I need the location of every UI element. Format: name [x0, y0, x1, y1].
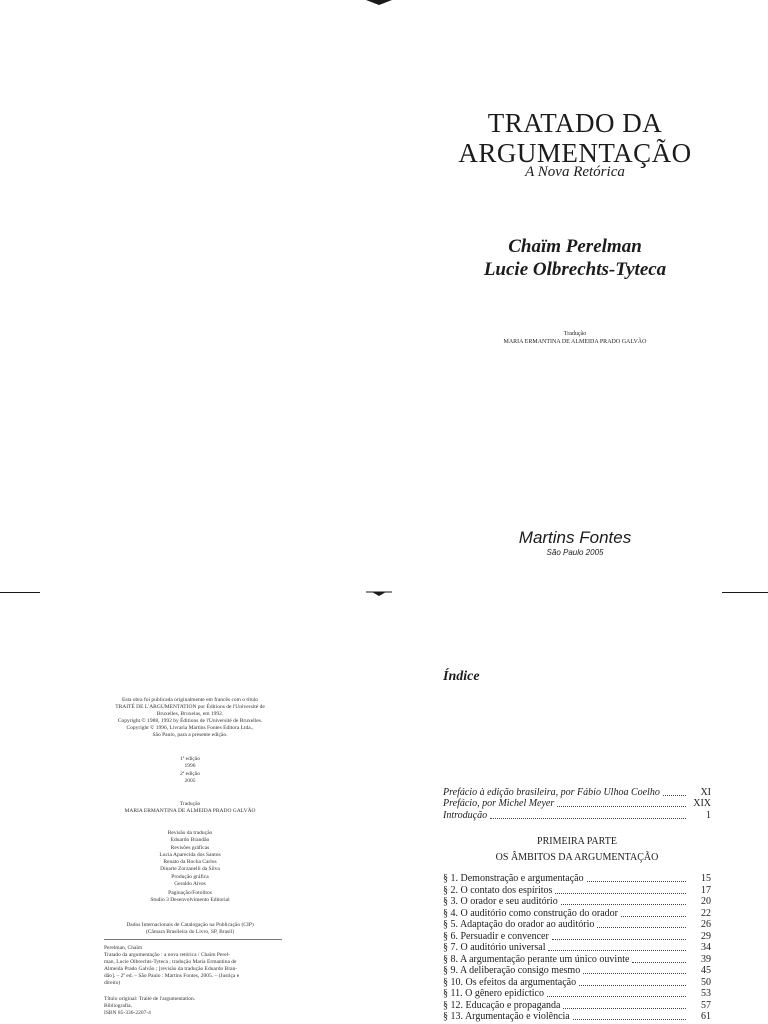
graphic-review-name: Renato da Rocha Carlos	[163, 859, 217, 865]
author-1: Chaïm Perelman	[508, 236, 642, 257]
edition-1-label: 1ª edição	[180, 756, 200, 762]
toc-entry-page: 20	[701, 896, 711, 907]
review-name: Eduardo Brandão	[170, 837, 210, 843]
toc-entry-page: 1	[706, 810, 711, 821]
toc-leader	[552, 931, 686, 940]
cip-line: Almeida Prado Galvão ; [revisão da tradução Eduardo Bran-	[104, 966, 238, 972]
toc-entry-page: 53	[701, 988, 711, 999]
toc-entry[interactable]	[443, 873, 711, 885]
publisher-name: Martins Fontes	[518, 528, 632, 547]
toc-entry-page: 17	[701, 885, 711, 896]
toc-leader	[573, 1011, 686, 1020]
toc-entry-page: 15	[701, 873, 711, 884]
binding-mark-middle	[366, 590, 392, 597]
cip-line: Perelman, Chaïm	[104, 945, 143, 951]
production-name: Geraldo Alves	[174, 881, 206, 887]
toc-leader	[579, 977, 686, 986]
pagination-label: Paginação/Fotolitos	[168, 890, 212, 896]
toc-leader	[490, 810, 686, 819]
colophon-line: TRAITÉ DE L'ARGUMENTATION por Éditions de l'Université de	[115, 704, 265, 710]
toc-leader	[548, 942, 686, 951]
toc-entry-page: XIX	[693, 798, 711, 809]
toc-leader	[587, 873, 686, 882]
graphic-review-label: Revisões gráficas	[170, 845, 210, 851]
toc-entry-label: § 9. A deliberação consigo mesmo	[443, 965, 581, 976]
review-label: Revisão da tradução	[167, 830, 213, 836]
toc-entry-label: § 7. O auditório universal	[443, 942, 546, 953]
toc-entry[interactable]	[443, 965, 711, 977]
toc-entry-page: 45	[701, 965, 711, 976]
cip-line: ISBN 85-336-2207-4	[104, 1010, 151, 1016]
toc-leader	[561, 896, 686, 905]
toc-entry[interactable]	[443, 1011, 711, 1023]
colophon-translation-label: Tradução	[179, 801, 201, 807]
colophon-line: Esta obra foi publicada originalmente em francês com o título	[121, 697, 259, 703]
cip-title: Dados Internacionais de Catalogação na Publicação (CIP)	[126, 922, 254, 928]
cip-line: dão]. – 2ª ed. – São Paulo : Martins Fontes, 2005. – (Justiça e	[104, 973, 240, 979]
colophon-line: Copyright © 1988, 1992 by Éditions de l'Université de Bruxelles.	[117, 718, 263, 724]
toc-entry-page: 22	[701, 908, 711, 919]
toc-entry-label: Prefácio à edição brasileira, por Fábio Ulhoa Coelho	[443, 787, 660, 798]
cip-subtitle: (Câmara Brasileira do Livro, SP, Brasil)	[145, 929, 235, 935]
toc-leader	[557, 798, 686, 807]
cip-rule	[104, 939, 282, 940]
author-2: Lucie Olbrechts-Tyteca	[483, 259, 667, 280]
colophon-line: São Paulo, para a presente edição.	[152, 732, 228, 738]
toc-entry-label: § 2. O contato dos espíritos	[443, 885, 553, 896]
graphic-review-name: Dinarte Zorzanelli da Silva	[160, 866, 220, 872]
cip-line: man, Lucie Olbrechts-Tyteca ; tradução Maria Ermantina de	[104, 959, 237, 965]
edition-2-year: 2005	[184, 778, 196, 784]
page-divider-right	[722, 592, 768, 593]
colophon-translator: MARIA ERMANTINA DE ALMEIDA PRADO GALVÃO	[124, 808, 256, 814]
toc-leader	[547, 988, 686, 997]
toc-entry[interactable]	[443, 919, 711, 931]
book-subtitle: A Nova Retórica	[525, 164, 625, 180]
part-title: OS ÂMBITOS DA ARGUMENTAÇÃO	[495, 852, 659, 863]
toc-entry-label: § 6. Persuadir e convencer	[443, 931, 549, 942]
toc-entry-page: 26	[701, 919, 711, 930]
edition-1-year: 1996	[184, 763, 196, 769]
part-label: PRIMEIRA PARTE	[537, 836, 617, 847]
toc-entry-label: § 12. Educação e propaganda	[443, 1000, 561, 1011]
toc-entry-label: § 10. Os efeitos da argumentação	[443, 977, 577, 988]
translator-name: MARIA ERMANTINA DE ALMEIDA PRADO GALVÃO	[503, 339, 647, 345]
toc-entry-label: § 3. O orador e seu auditório	[443, 896, 558, 907]
index-heading: Índice	[443, 669, 480, 684]
toc-leader	[583, 965, 686, 974]
toc-entry[interactable]	[443, 798, 711, 810]
toc-entry-page: 39	[701, 954, 711, 965]
pagination-name: Studio 3 Desenvolvimento Editorial	[150, 897, 230, 903]
toc-entry[interactable]	[443, 896, 711, 908]
toc-entry-page: 61	[701, 1011, 711, 1022]
publisher-place-year: São Paulo 2005	[546, 548, 604, 557]
toc-entry-page: 57	[701, 1000, 711, 1011]
graphic-review-name: Lucia Aparecida dos Santos	[159, 852, 221, 858]
toc-entry[interactable]	[443, 942, 711, 954]
binding-mark-top	[366, 0, 392, 6]
toc-entry-label: § 1. Demonstração e argumentação	[443, 873, 584, 884]
toc-entry-label: § 8. A argumentação perante um único ouvinte	[443, 954, 630, 965]
book-title-line1: TRATADO DA	[487, 108, 663, 138]
cip-line: Tratado da argumentação : a nova retórica / Chaïm Perel-	[104, 952, 230, 958]
cip-line: Bibliografia.	[104, 1003, 132, 1009]
cip-line: Título original: Traité de l'argumentation.	[104, 996, 196, 1002]
toc-leader	[563, 1000, 686, 1009]
toc-leader	[632, 954, 686, 963]
toc-entry-page: 34	[701, 942, 711, 953]
production-label: Produção gráfica	[171, 874, 209, 880]
toc-entry[interactable]	[443, 810, 711, 822]
cip-line: direito)	[104, 980, 121, 986]
toc-entry-page: XI	[700, 787, 711, 798]
toc-leader	[597, 919, 686, 928]
edition-2-label: 2ª edição	[180, 771, 200, 777]
colophon-line: Copyright © 1996, Livraria Martins Fontes Editora Ltda.,	[126, 725, 254, 731]
toc-entry-label: § 4. O auditório como construção do orador	[443, 908, 618, 919]
toc-entry-label: Prefácio, por Michel Meyer	[443, 798, 555, 809]
colophon-line: Bruxelles, Bruxelas, em 1992.	[156, 711, 224, 717]
toc-leader	[663, 787, 686, 796]
translation-label: Tradução	[563, 331, 587, 337]
page-divider-left	[0, 592, 40, 593]
toc-entry-label: Introdução	[443, 810, 488, 821]
toc-leader	[621, 908, 686, 917]
toc-entry-label: § 5. Adaptação do orador ao auditório	[443, 919, 595, 930]
book-title-line2: ARGUMENTAÇÃO	[458, 138, 692, 168]
toc-entry-label: § 11. O gênero epidíctico	[443, 988, 544, 999]
toc-entry[interactable]	[443, 988, 711, 1000]
toc-entry-page: 29	[701, 931, 711, 942]
toc-entry-label: § 13. Argumentação e violência	[443, 1011, 570, 1022]
toc-entry-page: 50	[701, 977, 711, 988]
toc-leader	[555, 885, 686, 894]
